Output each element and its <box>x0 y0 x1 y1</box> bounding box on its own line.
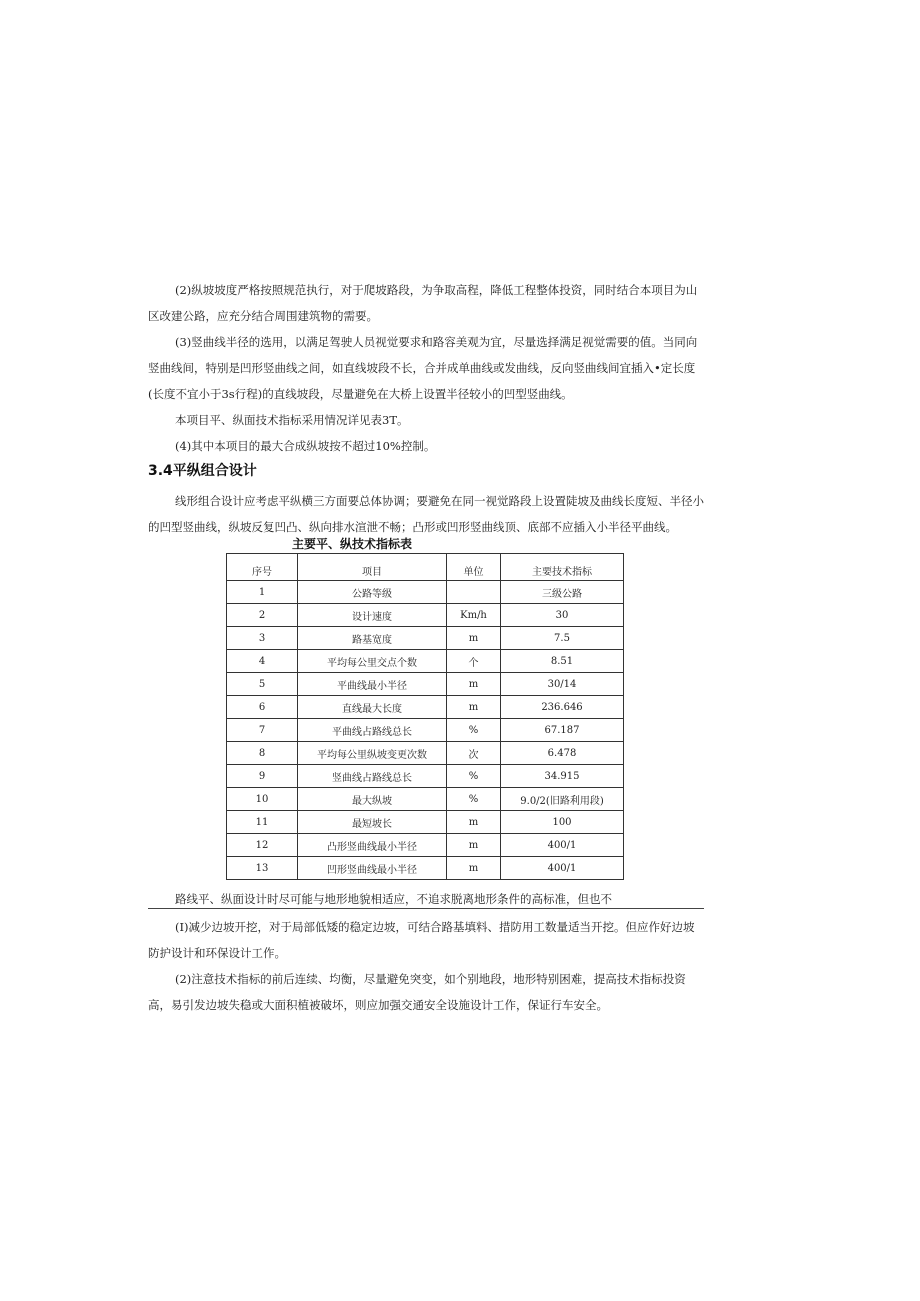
cell-indicator: 7.5 <box>501 627 624 650</box>
paragraph-slope-excavation: (I)减少边坡开挖，对于局部低矮的稳定边坡，可结合路基填料、措防用工数量适当开挖。但应作好边坡防护设计和环保设计工作。 <box>148 920 695 960</box>
cell-item: 最短坡长 <box>298 811 447 834</box>
table-row <box>227 604 624 627</box>
cell-item: 设计速度 <box>298 604 447 627</box>
table-row <box>227 834 624 857</box>
cell-unit: m <box>447 857 501 880</box>
paragraph-continuity: (2)注意技术指标的前后连续、均衡，尽量避免突变，如个别地段，地形特别困难，提高技术指标投资高，易引发边坡失稳或大面积植被破坏，则应加强交通安全设施设计工作，保证行车安全。 <box>148 972 686 1012</box>
cell-indicator: 30 <box>501 604 624 627</box>
cell-unit: m <box>447 696 501 719</box>
cell-indicator: 三级公路 <box>501 581 624 604</box>
cell-serial: 12 <box>227 834 298 857</box>
paragraph-table-reference: 本项目平、纵面技术指标采用情况详见表3T。 <box>175 413 409 427</box>
cell-unit: m <box>447 627 501 650</box>
table-row <box>227 811 624 834</box>
cell-serial: 4 <box>227 650 298 673</box>
table-row <box>227 696 624 719</box>
cell-item: 最大纵坡 <box>298 788 447 811</box>
cell-item: 直线最大长度 <box>298 696 447 719</box>
header-serial: 序号 <box>227 554 298 581</box>
table-row <box>227 673 624 696</box>
cell-indicator: 100 <box>501 811 624 834</box>
cell-item: 凹形竖曲线最小半径 <box>298 857 447 880</box>
cell-unit: m <box>447 811 501 834</box>
cell-serial: 11 <box>227 811 298 834</box>
cell-item: 凸形竖曲线最小半径 <box>298 834 447 857</box>
paragraph-max-grade: (4)其中本项目的最大合成纵坡按不超过10%控制。 <box>175 439 436 453</box>
table-row <box>227 788 624 811</box>
cell-indicator: 400/1 <box>501 857 624 880</box>
cell-indicator: 6.478 <box>501 742 624 765</box>
paragraph-gradient-standard: (2)纵坡坡度严格按照规范执行，对于爬坡路段，为争取高程，降低工程整体投资，同时结合本项目为山区改建公路，应充分结合周围建筑物的需要。 <box>148 283 698 323</box>
header-item: 项目 <box>298 554 447 581</box>
cell-serial: 10 <box>227 788 298 811</box>
table-caption: 主要平、纵技术指标表 <box>292 537 413 551</box>
cell-serial: 3 <box>227 627 298 650</box>
cell-indicator: 400/1 <box>501 834 624 857</box>
header-indicator: 主要技术指标 <box>501 554 624 581</box>
cell-item: 路基宽度 <box>298 627 447 650</box>
table-header-row <box>227 554 624 581</box>
section-heading: 3.4平纵组合设计 <box>148 463 257 479</box>
cell-indicator: 8.51 <box>501 650 624 673</box>
cell-item: 公路等级 <box>298 581 447 604</box>
cell-unit: 个 <box>447 650 501 673</box>
horizontal-rule <box>148 908 704 909</box>
cell-serial: 9 <box>227 765 298 788</box>
cell-unit: % <box>447 719 501 742</box>
table-row <box>227 857 624 880</box>
cell-item: 平曲线占路线总长 <box>298 719 447 742</box>
table-row <box>227 650 624 673</box>
paragraph-combination-design: 线形组合设计应考虑平纵横三方面要总体协调；要避免在同一视觉路段上设置陡坡及曲线长度短、半径小的凹型竖曲线，纵坡反复凹凸、纵向排水渲泄不畅；凸形或凹形竖曲线顶、底部不应插入小半径平曲线。 <box>148 494 704 534</box>
cell-unit: % <box>447 765 501 788</box>
cell-serial: 8 <box>227 742 298 765</box>
cell-serial: 1 <box>227 581 298 604</box>
cell-unit: 次 <box>447 742 501 765</box>
cell-item: 平均每公里交点个数 <box>298 650 447 673</box>
paragraph-terrain-adaptation: 路线平、纵面设计时尽可能与地形地貌相适应，不追求脱离地形条件的高标准，但也不 <box>175 892 612 906</box>
cell-indicator: 34.915 <box>501 765 624 788</box>
cell-indicator: 30/14 <box>501 673 624 696</box>
cell-unit: % <box>447 788 501 811</box>
table-row <box>227 742 624 765</box>
header-unit: 单位 <box>447 554 501 581</box>
table-row <box>227 627 624 650</box>
cell-item: 平均每公里纵坡变更次数 <box>298 742 447 765</box>
cell-unit: m <box>447 673 501 696</box>
cell-serial: 13 <box>227 857 298 880</box>
cell-unit <box>447 581 501 604</box>
table-row <box>227 581 624 604</box>
cell-unit: Km/h <box>447 604 501 627</box>
cell-indicator: 236.646 <box>501 696 624 719</box>
table-row <box>227 765 624 788</box>
cell-indicator: 67.187 <box>501 719 624 742</box>
cell-serial: 5 <box>227 673 298 696</box>
cell-serial: 2 <box>227 604 298 627</box>
table-row <box>227 719 624 742</box>
cell-unit: m <box>447 834 501 857</box>
cell-item: 平曲线最小半径 <box>298 673 447 696</box>
technical-indicators-table <box>226 553 624 880</box>
cell-serial: 6 <box>227 696 298 719</box>
cell-serial: 7 <box>227 719 298 742</box>
paragraph-vertical-curve: (3)竖曲线半径的选用，以满足驾驶人员视觉要求和路容美观为宜，尽量选择满足视觉需要的值。当同向竖曲线间，特别是凹形竖曲线之间，如直线坡段不长，合并成单曲线或发曲线，反向竖曲线间宜插入•定长度(长度不宜小于3s行程)的直线坡段，尽量避免在大桥上设置半径较小的凹型竖曲线。 <box>148 335 698 401</box>
cell-item: 竖曲线占路线总长 <box>298 765 447 788</box>
cell-indicator: 9.0/2(旧路利用段) <box>501 788 624 811</box>
